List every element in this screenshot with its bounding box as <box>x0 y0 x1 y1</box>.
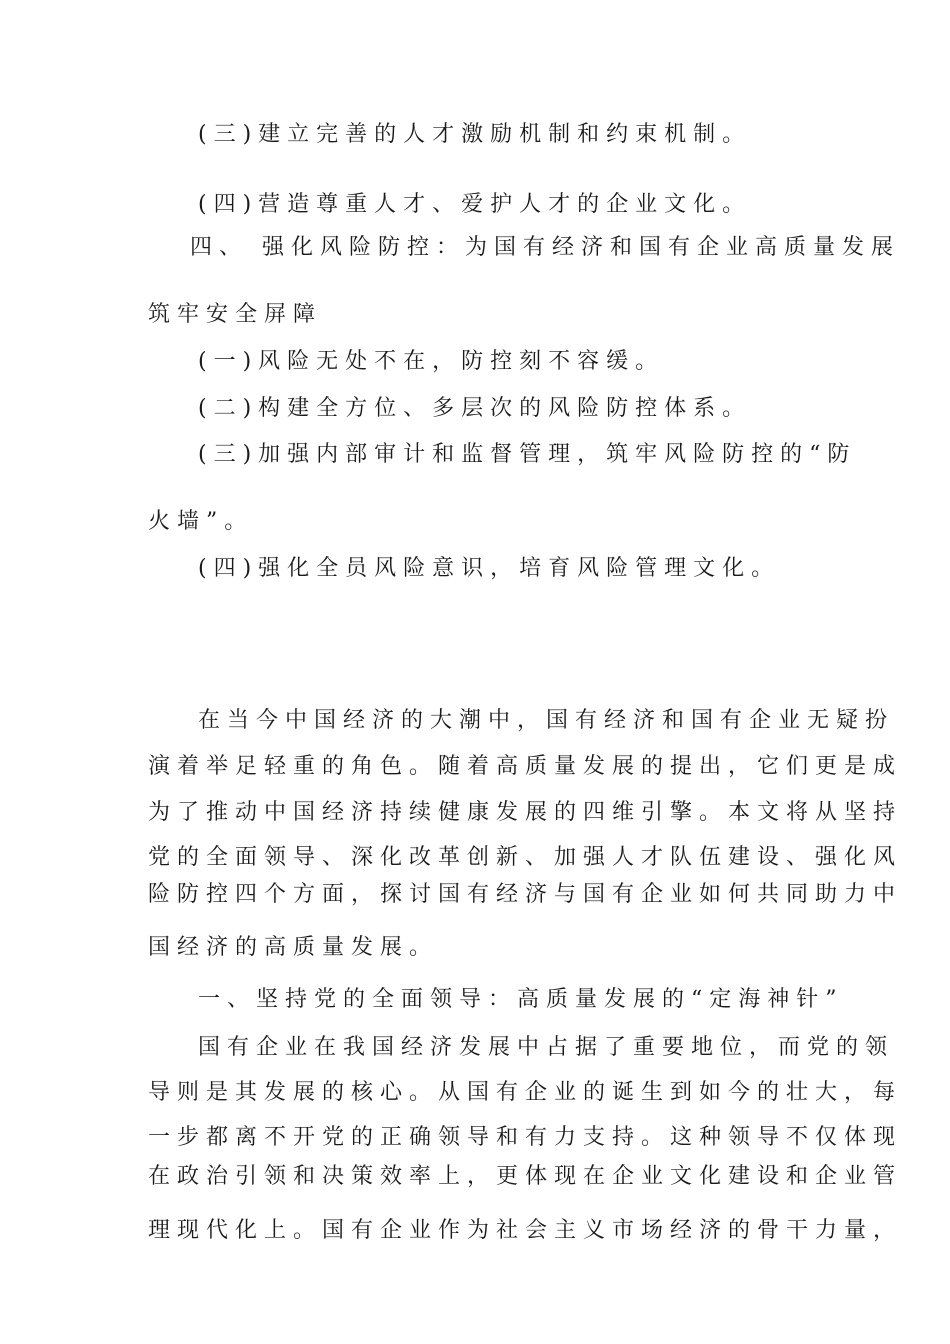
section-one-line: 在政治引领和决策效率上，更体现在企业文化建设和企业管 <box>148 1164 903 1189</box>
section-four-item-1: (一)风险无处不在，防控刻不容缓。 <box>198 349 665 374</box>
section-one-line: 一步都离不开党的正确领导和有力支持。这种领导不仅体现 <box>148 1125 903 1150</box>
section-four-item-4: (四)强化全员风险意识，培育风险管理文化。 <box>198 556 781 581</box>
section-three-item-4: (四)营造尊重人才、爱护人才的企业文化。 <box>198 192 752 217</box>
intro-line: 演着举足轻重的角色。随着高质量发展的提出，它们更是成 <box>148 754 903 779</box>
intro-line: 险防控四个方面，探讨国有经济与国有企业如何共同助力中 <box>148 882 903 907</box>
section-four-item-3-line-2: 火墙”。 <box>148 509 254 534</box>
intro-line: 党的全面领导、深化改革创新、加强人才队伍建设、强化风 <box>148 845 903 870</box>
section-one-line: 国有企业在我国经济发展中占据了重要地位，而党的领 <box>198 1035 895 1060</box>
section-three-item-3: (三)建立完善的人才激励机制和约束机制。 <box>198 122 752 147</box>
section-four-item-2: (二)构建全方位、多层次的风险防控体系。 <box>198 396 752 421</box>
section-four-item-3-line-1: (三)加强内部审计和监督管理，筑牢风险防控的“防 <box>198 442 857 467</box>
section-one-heading: 一、坚持党的全面领导：高质量发展的“定海神针” <box>198 987 844 1012</box>
section-one-line: 导则是其发展的核心。从国有企业的诞生到如今的壮大，每 <box>148 1080 903 1105</box>
intro-line: 国经济的高质量发展。 <box>148 935 439 960</box>
section-four-heading-line-2: 筑牢安全屏障 <box>148 302 323 327</box>
intro-line: 在当今中国经济的大潮中，国有经济和国有企业无疑扮 <box>198 708 895 733</box>
section-four-heading-line-1: 四、 强化风险防控：为国有经济和国有企业高质量发展 <box>190 235 900 260</box>
intro-line: 为了推动中国经济持续健康发展的四维引擎。本文将从坚持 <box>148 800 903 825</box>
section-one-line: 理现代化上。国有企业作为社会主义市场经济的骨干力量， <box>148 1218 903 1243</box>
